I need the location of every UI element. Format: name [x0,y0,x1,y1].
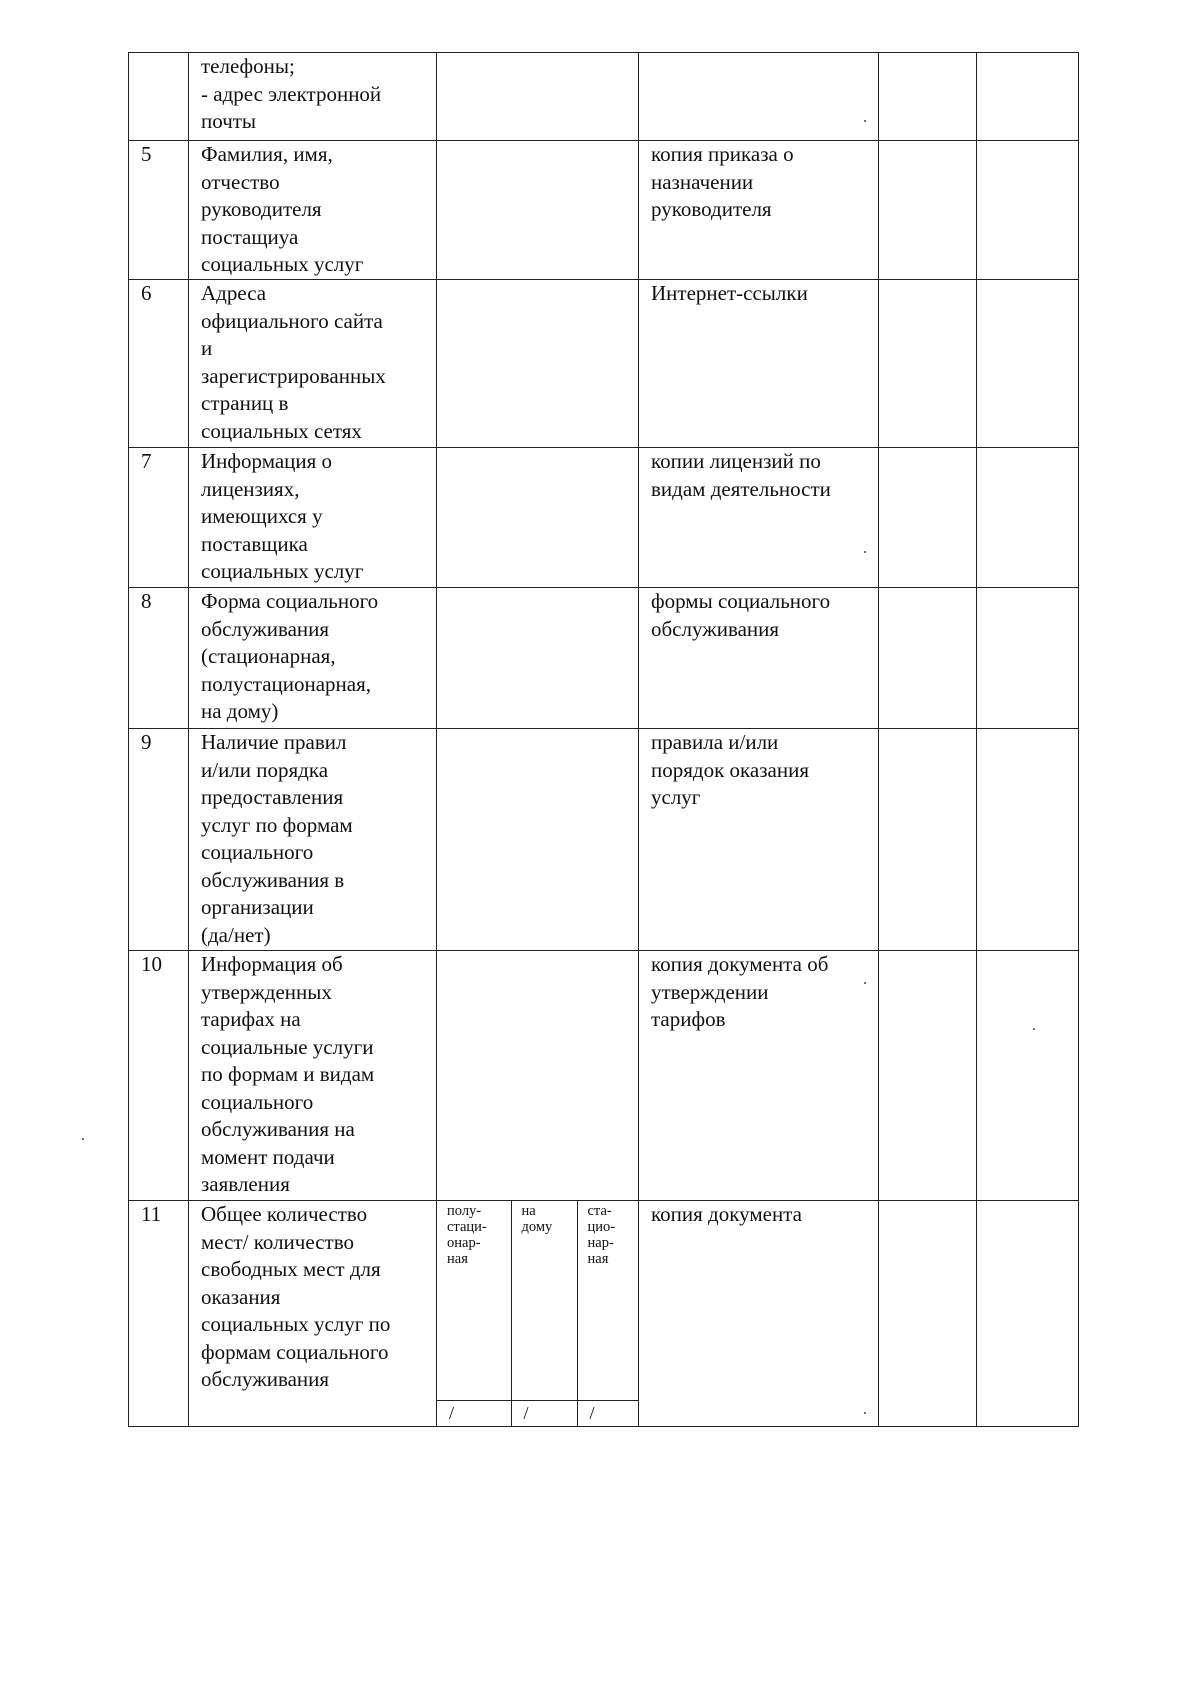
table-row [129,729,1079,951]
empty-cell [879,1201,977,1427]
table-row [129,53,1079,141]
value-cell [437,280,639,448]
document-table [128,52,1079,1427]
empty-cell [977,1201,1079,1427]
table-row [129,1201,1079,1427]
document-cell: копии лицензий по видам деятельности [639,448,879,588]
places-header-stationary: ста- цио- нар- ная [577,1201,639,1400]
row-number: 11 [129,1201,189,1427]
document-cell: копия приказа о назначении руководителя [639,141,879,280]
value-cell [437,729,639,951]
scan-speck [864,1412,866,1414]
empty-cell [977,588,1079,729]
indicator-name: Наличие правил и/или порядка предоставления услуг по формам социального обслуживания в организации (да/нет) [189,729,437,951]
empty-cell [977,448,1079,588]
empty-cell [977,141,1079,280]
row-number: 6 [129,280,189,448]
document-cell: копия документа об утверждении тарифов [639,951,879,1201]
value-cell [437,141,639,280]
indicator-name: Информация о лицензиях, имеющихся у поставщика социальных услуг [189,448,437,588]
places-value: / [577,1400,639,1426]
row-number [129,53,189,141]
value-cell [437,951,639,1201]
document-cell: Интернет-ссылки [639,280,879,448]
value-cell [437,588,639,729]
document-cell [639,53,879,141]
value-cell [437,53,639,141]
indicator-name: Адреса официального сайта и зарегистрированных страниц в социальных сетях [189,280,437,448]
empty-cell [879,588,977,729]
table-row [129,141,1079,280]
scan-speck [864,551,866,553]
places-value: / [437,1400,511,1426]
places-subtable [437,1201,639,1426]
empty-cell [879,729,977,951]
value-cell [437,448,639,588]
empty-cell [879,53,977,141]
document-cell: формы социального обслуживания [639,588,879,729]
indicator-name: Форма социального обслуживания (стационарная, полустационарная, на дому) [189,588,437,729]
table-row [129,588,1079,729]
places-header-at-home: на дому [511,1201,577,1400]
table-row [129,951,1079,1201]
empty-cell [879,951,977,1201]
empty-cell [977,951,1079,1201]
empty-cell [977,280,1079,448]
indicator-name: Общее количество мест/ количество свободных мест для оказания социальных услуг по формам социального обслуживания [189,1201,437,1427]
scan-speck [864,982,866,984]
places-header-semi-stationary: полу- стаци- онар- ная [437,1201,511,1400]
indicator-name: Информация об утвержденных тарифах на социальные услуги по формам и видам социального обслуживания на момент подачи заявления [189,951,437,1201]
places-cell [437,1201,639,1427]
empty-cell [977,729,1079,951]
empty-cell [879,141,977,280]
scan-speck [1033,1028,1035,1030]
row-number: 10 [129,951,189,1201]
empty-cell [879,448,977,588]
empty-cell [879,280,977,448]
indicator-name: телефоны; - адрес электронной почты [189,53,437,141]
row-number: 7 [129,448,189,588]
row-number: 8 [129,588,189,729]
row-number: 9 [129,729,189,951]
row-number: 5 [129,141,189,280]
document-cell: копия документа [639,1201,879,1427]
document-cell: правила и/или порядок оказания услуг [639,729,879,951]
scan-speck [82,1138,84,1140]
scan-speck [864,120,866,122]
empty-cell [977,53,1079,141]
table-row [129,448,1079,588]
indicator-name: Фамилия, имя, отчество руководителя постащиуа социальных услуг [189,141,437,280]
places-value: / [511,1400,577,1426]
table-row [129,280,1079,448]
